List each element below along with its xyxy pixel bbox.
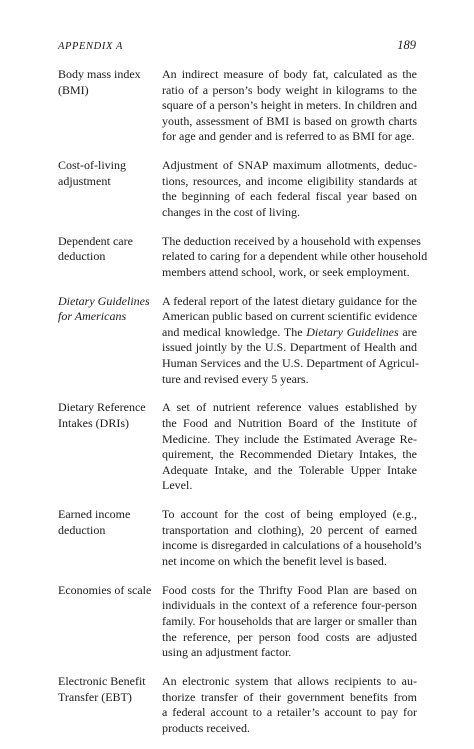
glossary-term-line: Dependent care <box>58 233 133 248</box>
glossary-term-line: deduction <box>58 522 106 537</box>
glossary-definition <box>162 233 428 281</box>
definition-line: ratio of a person’s body weight in kilograms to the <box>162 82 417 97</box>
running-head <box>58 38 417 58</box>
definition-line: square of a person’s height in meters. In children and <box>162 98 417 113</box>
glossary-entry <box>58 294 417 388</box>
glossary-term-line: (BMI) <box>58 82 89 97</box>
glossary-list <box>58 67 428 736</box>
definition-line: members attend school, work, or seek employment. <box>162 264 410 279</box>
glossary-term-line: adjustment <box>58 173 111 188</box>
definition-line: An electronic system that allows recipients to au- <box>162 673 417 688</box>
glossary-definition <box>162 294 417 388</box>
definition-line: individuals in the context of a reference four-person <box>162 598 417 613</box>
definition-line: using an adjustment factor. <box>162 645 292 660</box>
glossary-entry <box>58 674 417 736</box>
book-page <box>58 38 428 749</box>
glossary-term <box>58 583 162 599</box>
glossary-term-line: Transfer (EBT) <box>58 689 132 704</box>
glossary-term-line: Economies of scale <box>58 582 152 597</box>
definition-line: the reference, per person food costs are adjusted <box>162 629 417 644</box>
glossary-definition <box>162 67 417 145</box>
definition-line: products received. <box>162 720 250 735</box>
glossary-term-line: Intakes (DRIs) <box>58 416 129 431</box>
glossary-definition <box>162 583 417 661</box>
definition-line: Adequate Intake, and the Tolerable Upper Intake <box>162 462 417 477</box>
definition-line: related to caring for a dependent while other household <box>162 249 428 264</box>
definition-line: Food costs for the Thrifty Food Plan are based on <box>162 582 417 597</box>
glossary-entry <box>58 158 417 220</box>
definition-line: A federal report of the latest dietary guidance for the <box>162 293 417 308</box>
definition-line: for age and gender and is referred to as BMI for age. <box>162 129 415 144</box>
glossary-definition <box>162 400 417 494</box>
definition-line: ture and revised every 5 years. <box>162 371 309 386</box>
glossary-entry <box>58 233 428 281</box>
glossary-term-line: deduction <box>58 249 106 264</box>
definition-line: issued jointly by the U.S. Department of Health and <box>162 340 417 355</box>
definition-line: tions, resources, and income eligibility standards at <box>162 173 417 188</box>
glossary-term-line: for Americans <box>58 309 127 324</box>
definition-line: income is disregarded in calculations of a household’s <box>162 538 422 553</box>
glossary-entry <box>58 67 417 145</box>
glossary-term-line: Dietary Guidelines <box>58 293 150 308</box>
glossary-term-line: Cost-of-living <box>58 158 126 173</box>
definition-line: and medical knowledge. The Dietary Guidelines are <box>162 324 418 339</box>
glossary-term <box>58 507 162 538</box>
glossary-definition <box>162 674 417 736</box>
definition-line: An indirect measure of body fat, calculated as the <box>162 67 417 81</box>
definition-line: the beginning of each federal fiscal year based on <box>162 189 417 204</box>
glossary-definition <box>162 507 422 569</box>
definition-line: American public based on current scientific evidence <box>162 309 418 324</box>
glossary-definition <box>162 158 417 220</box>
definition-line: Level. <box>162 478 193 493</box>
definition-line: thorize transfer of their government benefits from <box>162 689 417 704</box>
glossary-term-line: Body mass index <box>58 67 141 81</box>
glossary-term-line: Dietary Reference <box>58 400 146 415</box>
definition-line: Adjustment of SNAP maximum allotments, deduc- <box>162 158 417 173</box>
definition-line: a federal account to a retailer’s account to pay for <box>162 705 417 720</box>
glossary-term-line: Electronic Benefit <box>58 673 146 688</box>
definition-line: transportation and clothing), 20 percent of earned <box>162 522 417 537</box>
glossary-term <box>58 400 162 431</box>
definition-line: the Food and Nutrition Board of the Institute of <box>162 416 417 431</box>
definition-line: changes in the cost of living. <box>162 204 300 219</box>
definition-line: To account for the cost of being employed (e.g., <box>162 507 417 522</box>
definition-line: A set of nutrient reference values established by <box>162 400 417 415</box>
glossary-term <box>58 674 162 705</box>
glossary-term <box>58 158 162 189</box>
glossary-entry <box>58 400 417 494</box>
glossary-term <box>58 234 162 265</box>
definition-line: The deduction received by a household with expenses <box>162 233 421 248</box>
definition-line: family. For households that are larger or smaller than <box>162 613 417 628</box>
running-title: APPENDIX A <box>58 41 124 52</box>
definition-line: Medicine. They include the Estimated Average Re- <box>162 431 417 446</box>
glossary-term-line: Earned income <box>58 507 131 522</box>
glossary-term <box>58 294 162 325</box>
definition-line: youth, assessment of BMI is based on growth charts <box>162 113 417 128</box>
definition-line: Human Services and the U.S. Department of Agricul- <box>162 356 419 371</box>
page-number: 189 <box>397 38 416 52</box>
definition-line: quirement, the Recommended Dietary Intakes, the <box>162 447 417 462</box>
glossary-entry <box>58 507 422 569</box>
definition-line: net income on which the benefit level is based. <box>162 553 387 568</box>
glossary-term <box>58 67 162 98</box>
glossary-entry <box>58 583 417 661</box>
